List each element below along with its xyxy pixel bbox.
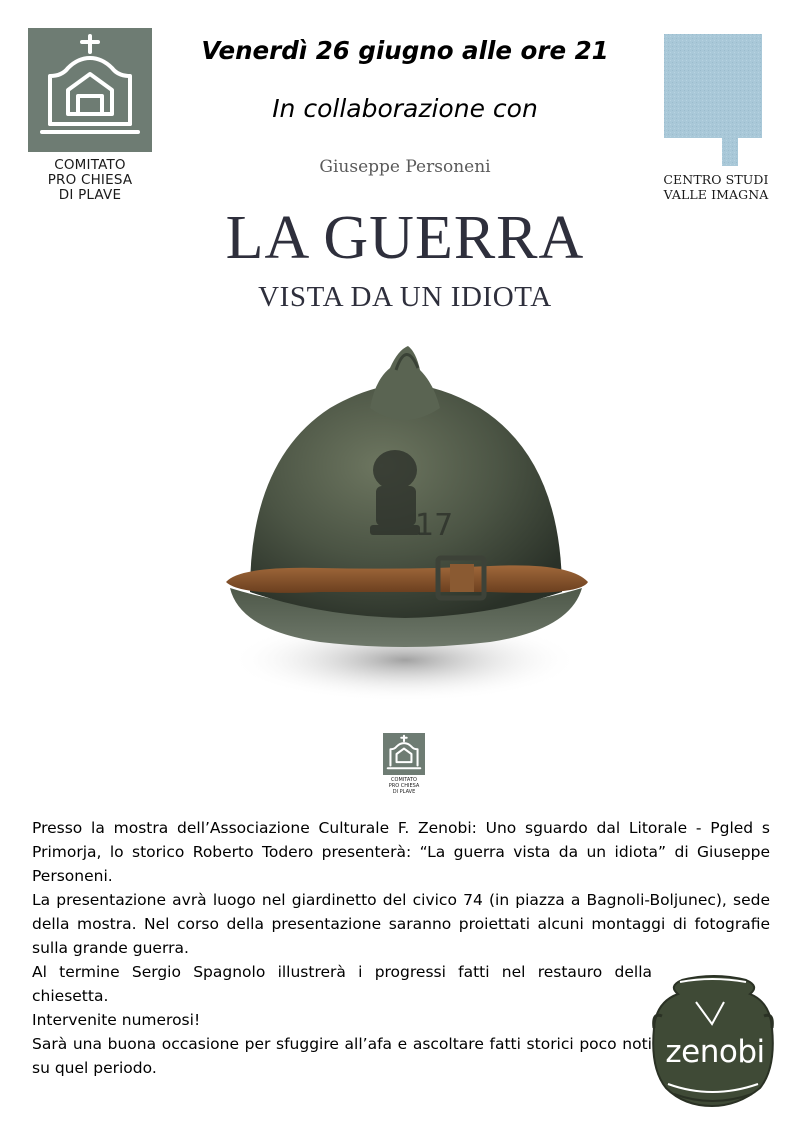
comitato-line-1: COMITATO [54, 157, 126, 173]
book-title: LA GUERRA [225, 204, 585, 272]
book-author: Giuseppe Personeni [319, 157, 491, 177]
collaboration-line: In collaborazione con [272, 94, 538, 123]
centro-studi-line-2: VALLE IMAGNA [663, 187, 769, 202]
book-subtitle: VISTA DA UN IDIOTA [258, 281, 552, 313]
comitato-line-3: DI PLAVE [58, 187, 122, 203]
paragraph-closing: Sarà una buona occasione per sfuggire all’afa e ascoltare fatti storici poco noti su quel periodo. [32, 1035, 652, 1077]
comitato-small-line-2: PRO CHIESA [388, 783, 420, 789]
comitato-line-2: PRO CHIESA [47, 172, 133, 188]
paragraph-intro: Presso la mostra dell’Associazione Culturale F. Zenobi: Uno sguardo dal Litorale - Pgled s Primorja, lo storico Roberto Todero presenterà: “La guerra vista da un idiota” di Giuseppe Personeni. [32, 819, 770, 885]
comitato-small-line-1: COMITATO [391, 777, 417, 783]
centro-studi-logo [656, 34, 776, 202]
blue-square-emblem-icon [656, 34, 776, 170]
centro-studi-line-1: CENTRO STUDI [663, 172, 769, 187]
paragraph-location: La presentazione avrà luogo nel giardinetto del civico 74 (in piazza a Bagnoli-Boljunec), sede della mostra. Nel corso della presentazione saranno proiettati alcuni montaggi di fotografie sulla grande guerra. [32, 891, 770, 957]
zenobi-logo [648, 972, 778, 1112]
zenobi-wordmark: zenobi [665, 1034, 765, 1070]
comitato-small-line-3: DI PLAVE [392, 789, 416, 795]
paragraph-invitation: Intervenite numerosi! [32, 1011, 201, 1029]
svg-text:17: 17 [415, 508, 454, 543]
event-date: Venerdì 26 giugno alle ore 21 [201, 36, 609, 65]
comitato-logo [28, 28, 152, 203]
paragraph-restoration: Al termine Sergio Spagnolo illustrerà i progressi fatti nel restauro della chiesetta. [32, 963, 652, 1005]
church-emblem-small-icon [383, 733, 425, 775]
comitato-small-logo [383, 733, 425, 795]
church-emblem-icon [28, 28, 152, 152]
helmet-illustration [210, 330, 600, 720]
